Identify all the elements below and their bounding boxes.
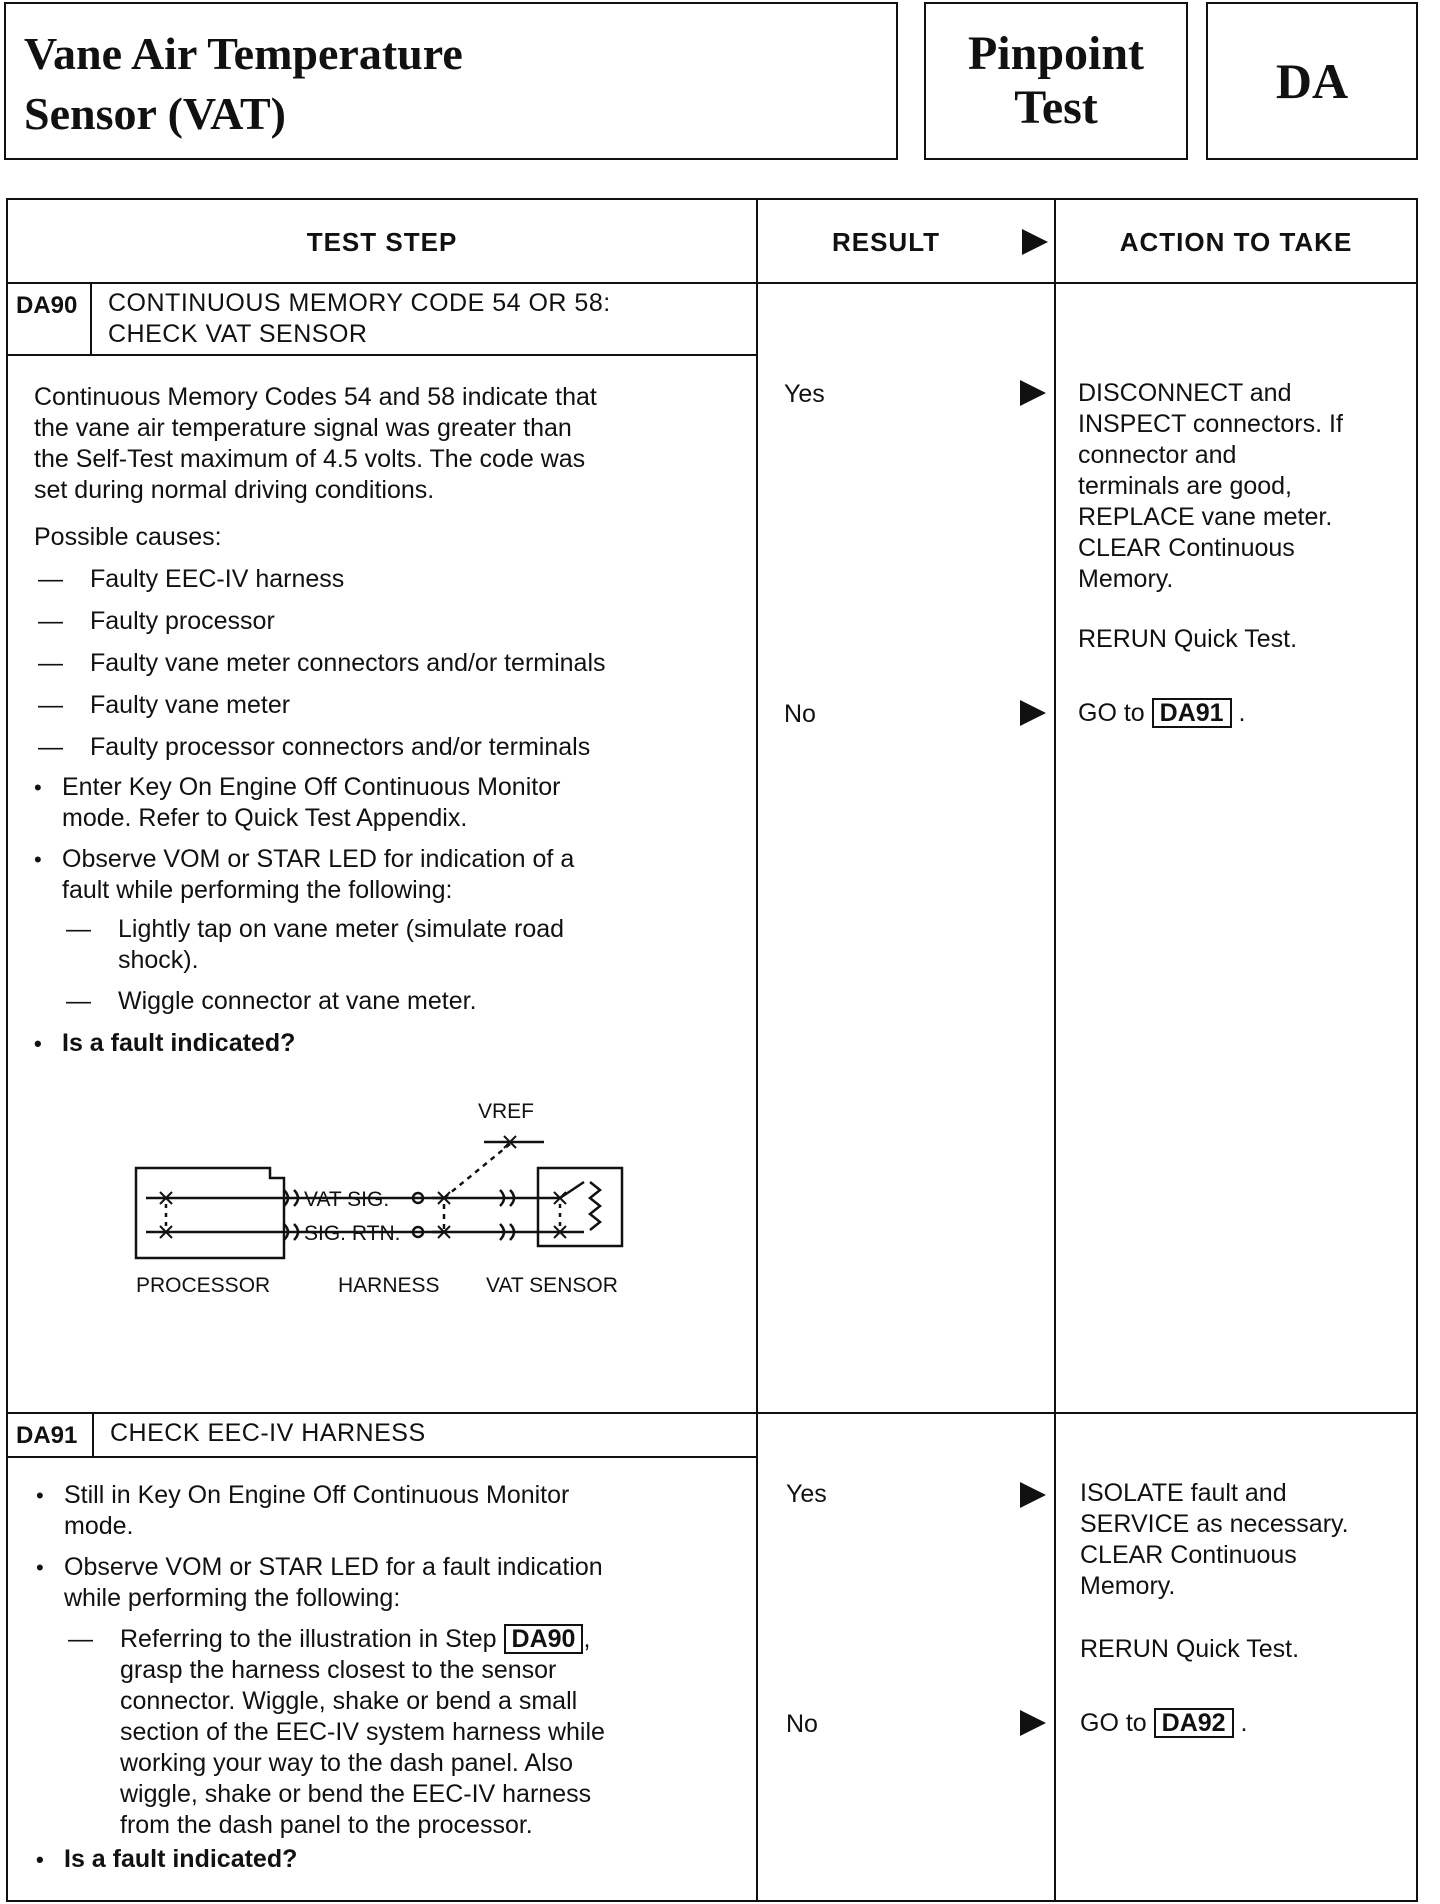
vat-wiring-diagram	[108, 1080, 668, 1320]
question-text: Is a fault indicated?	[62, 1029, 296, 1057]
da91-bullet-2	[36, 1552, 746, 1614]
da91-action-yes	[1080, 1478, 1410, 1602]
sub-line: section of the EEC-IV system harness while	[120, 1718, 605, 1746]
cause-item	[38, 732, 590, 763]
da90-intro-line: set during normal driving conditions.	[34, 476, 435, 504]
page-title	[4, 2, 898, 160]
da90-id-divider	[90, 282, 92, 354]
action-go-to: GO to	[1078, 699, 1145, 727]
cause-text: Faulty processor connectors and/or terminals	[90, 733, 591, 761]
step-ref-link[interactable]: DA91	[1152, 698, 1232, 728]
dash-mark: —	[38, 607, 63, 635]
pinpoint-test-box	[924, 2, 1188, 160]
action-line: connector and	[1078, 441, 1237, 469]
da90-bullet-1	[34, 772, 734, 834]
col-header-test-step	[8, 200, 756, 284]
label-sig-rtn: SIG. RTN.	[304, 1222, 401, 1245]
step-id-da91: DA91	[16, 1422, 78, 1449]
da90-title-divider	[8, 354, 756, 356]
test-label: Test	[1014, 81, 1098, 134]
col-header-action-label: ACTION TO TAKE	[1119, 226, 1353, 257]
question-text: Is a fault indicated?	[64, 1845, 298, 1873]
step-divider	[8, 1412, 1416, 1414]
action-line: INSPECT connectors. If	[1078, 410, 1343, 438]
bullet-dot: •	[34, 1031, 42, 1056]
col-divider-1	[756, 200, 758, 1900]
action-go-to: GO to	[1080, 1709, 1147, 1737]
cause-item	[38, 648, 606, 679]
sub-line: grasp the harness closest to the sensor	[120, 1656, 557, 1684]
action-period: .	[1240, 1709, 1248, 1737]
da91-id-divider	[92, 1412, 94, 1456]
da91-action-no	[1080, 1708, 1247, 1739]
title-line-1: Vane Air Temperature	[24, 28, 463, 79]
da90-result-no: No	[784, 700, 816, 728]
action-line: SERVICE as necessary.	[1080, 1510, 1349, 1538]
dash-mark: —	[38, 649, 63, 677]
sub-line: Lightly tap on vane meter (simulate road	[118, 915, 565, 943]
da90-intro	[34, 382, 734, 506]
bullet-dot: •	[36, 1555, 44, 1580]
cause-text: Faulty EEC-IV harness	[90, 565, 345, 593]
dash-mark: —	[38, 733, 63, 761]
da90-causes-label: Possible causes:	[34, 523, 222, 551]
bullet-dot: •	[34, 847, 42, 872]
bullet-line: while performing the following:	[64, 1584, 401, 1612]
cause-text: Faulty vane meter	[90, 691, 291, 719]
da91-title-divider	[8, 1456, 756, 1458]
label-vref: VREF	[478, 1100, 535, 1123]
sub-line: working your way to the dash panel. Also	[120, 1749, 574, 1777]
label-processor: PROCESSOR	[136, 1274, 271, 1297]
vat-sensor-outline	[538, 1168, 622, 1246]
da90-intro-line: the Self-Test maximum of 4.5 volts. The code was	[34, 445, 586, 473]
sub-line: shock).	[118, 946, 199, 974]
action-line: CLEAR Continuous	[1080, 1541, 1297, 1569]
bullet-line: Observe VOM or STAR LED for a fault indication	[64, 1553, 603, 1581]
action-line: DISCONNECT and	[1078, 379, 1292, 407]
dash-mark: —	[38, 565, 63, 593]
pinpoint-label: Pinpoint	[967, 27, 1145, 80]
action-line: Memory.	[1078, 565, 1174, 593]
arrow-right-icon	[1022, 229, 1048, 255]
action-line: ISOLATE fault and	[1080, 1479, 1287, 1507]
arrow-right-icon	[1020, 1710, 1046, 1736]
bullet-line: Still in Key On Engine Off Continuous Monitor	[64, 1481, 570, 1509]
bullet-line: mode. Refer to Quick Test Appendix.	[62, 804, 468, 832]
bullet-dot: •	[34, 775, 42, 800]
test-table	[6, 198, 1418, 1902]
da90-action-no	[1078, 698, 1245, 729]
da91-bullet-1	[36, 1480, 736, 1542]
da91-action-rerun: RERUN Quick Test.	[1080, 1635, 1300, 1663]
cause-text: Faulty processor	[90, 607, 275, 635]
step-title-da90	[108, 288, 611, 350]
processor-outline	[136, 1168, 284, 1258]
sub-line: wiggle, shake or bend the EEC-IV harness	[120, 1780, 592, 1808]
action-line: CLEAR Continuous	[1078, 534, 1295, 562]
action-line: Memory.	[1080, 1572, 1176, 1600]
step-id-da90: DA90	[16, 292, 78, 319]
da90-bullet-2	[34, 844, 734, 906]
cause-item	[38, 564, 344, 595]
dash-mark: —	[66, 987, 91, 1015]
da91-result-no: No	[786, 1710, 818, 1738]
da90-question	[34, 1028, 295, 1059]
da90-intro-line: Continuous Memory Codes 54 and 58 indicate that	[34, 383, 597, 411]
dash-mark: —	[38, 691, 63, 719]
da91-question	[36, 1844, 297, 1875]
bullet-line: Observe VOM or STAR LED for indication of a	[62, 845, 575, 873]
sub-line: connector. Wiggle, shake or bend a small	[120, 1687, 578, 1715]
da90-result-yes: Yes	[784, 380, 825, 408]
step-ref-link[interactable]: DA90	[504, 1624, 584, 1654]
step-ref-link[interactable]: DA92	[1154, 1708, 1234, 1738]
sub-comma: ,	[583, 1625, 591, 1653]
col-header-test-step-label: TEST STEP	[306, 226, 458, 257]
step-title-da90-line1: CONTINUOUS MEMORY CODE 54 OR 58:	[108, 289, 611, 317]
da90-intro-line: the vane air temperature signal was greater than	[34, 414, 572, 442]
title-line-2: Sensor (VAT)	[24, 88, 286, 139]
label-harness: HARNESS	[338, 1274, 440, 1297]
step-title-da90-line2: CHECK VAT SENSOR	[108, 320, 368, 348]
cause-item	[38, 606, 275, 637]
label-vat-sensor: VAT SENSOR	[486, 1274, 618, 1297]
dash-mark: —	[68, 1625, 93, 1653]
col-divider-2	[1054, 200, 1056, 1900]
bullet-dot: •	[36, 1847, 44, 1872]
dash-mark: —	[66, 915, 91, 943]
cause-text: Faulty vane meter connectors and/or terminals	[90, 649, 606, 677]
da90-action-rerun: RERUN Quick Test.	[1078, 625, 1298, 653]
step-title-da91: CHECK EEC-IV HARNESS	[110, 1419, 426, 1447]
bullet-line: fault while performing the following:	[62, 876, 453, 904]
action-line: REPLACE vane meter.	[1078, 503, 1333, 531]
test-code-box	[1206, 2, 1418, 160]
arrow-right-icon	[1020, 700, 1046, 726]
bullet-line: Enter Key On Engine Off Continuous Monitor	[62, 773, 561, 801]
label-vat-sig: VAT SIG.	[304, 1188, 390, 1211]
col-header-action	[1056, 200, 1416, 284]
test-code: DA	[1275, 53, 1349, 109]
arrow-right-icon	[1020, 1482, 1046, 1508]
da90-sub-2	[66, 986, 477, 1017]
arrow-right-icon	[1020, 380, 1046, 406]
action-period: .	[1238, 699, 1246, 727]
da91-sub-1	[68, 1624, 748, 1841]
da90-sub-1	[66, 914, 746, 976]
action-line: terminals are good,	[1078, 472, 1293, 500]
sub-line: Wiggle connector at vane meter.	[118, 987, 477, 1015]
da90-action-yes	[1078, 378, 1408, 595]
col-header-result-label: RESULT	[831, 226, 941, 257]
sub-line: from the dash panel to the processor.	[120, 1811, 533, 1839]
da91-result-yes: Yes	[786, 1480, 827, 1508]
bullet-dot: •	[36, 1483, 44, 1508]
sensor-resistor	[590, 1182, 600, 1230]
cause-item	[38, 690, 290, 721]
bullet-line: mode.	[64, 1512, 134, 1540]
col-header-result	[758, 200, 1054, 284]
sub-line: Referring to the illustration in Step	[120, 1625, 497, 1653]
